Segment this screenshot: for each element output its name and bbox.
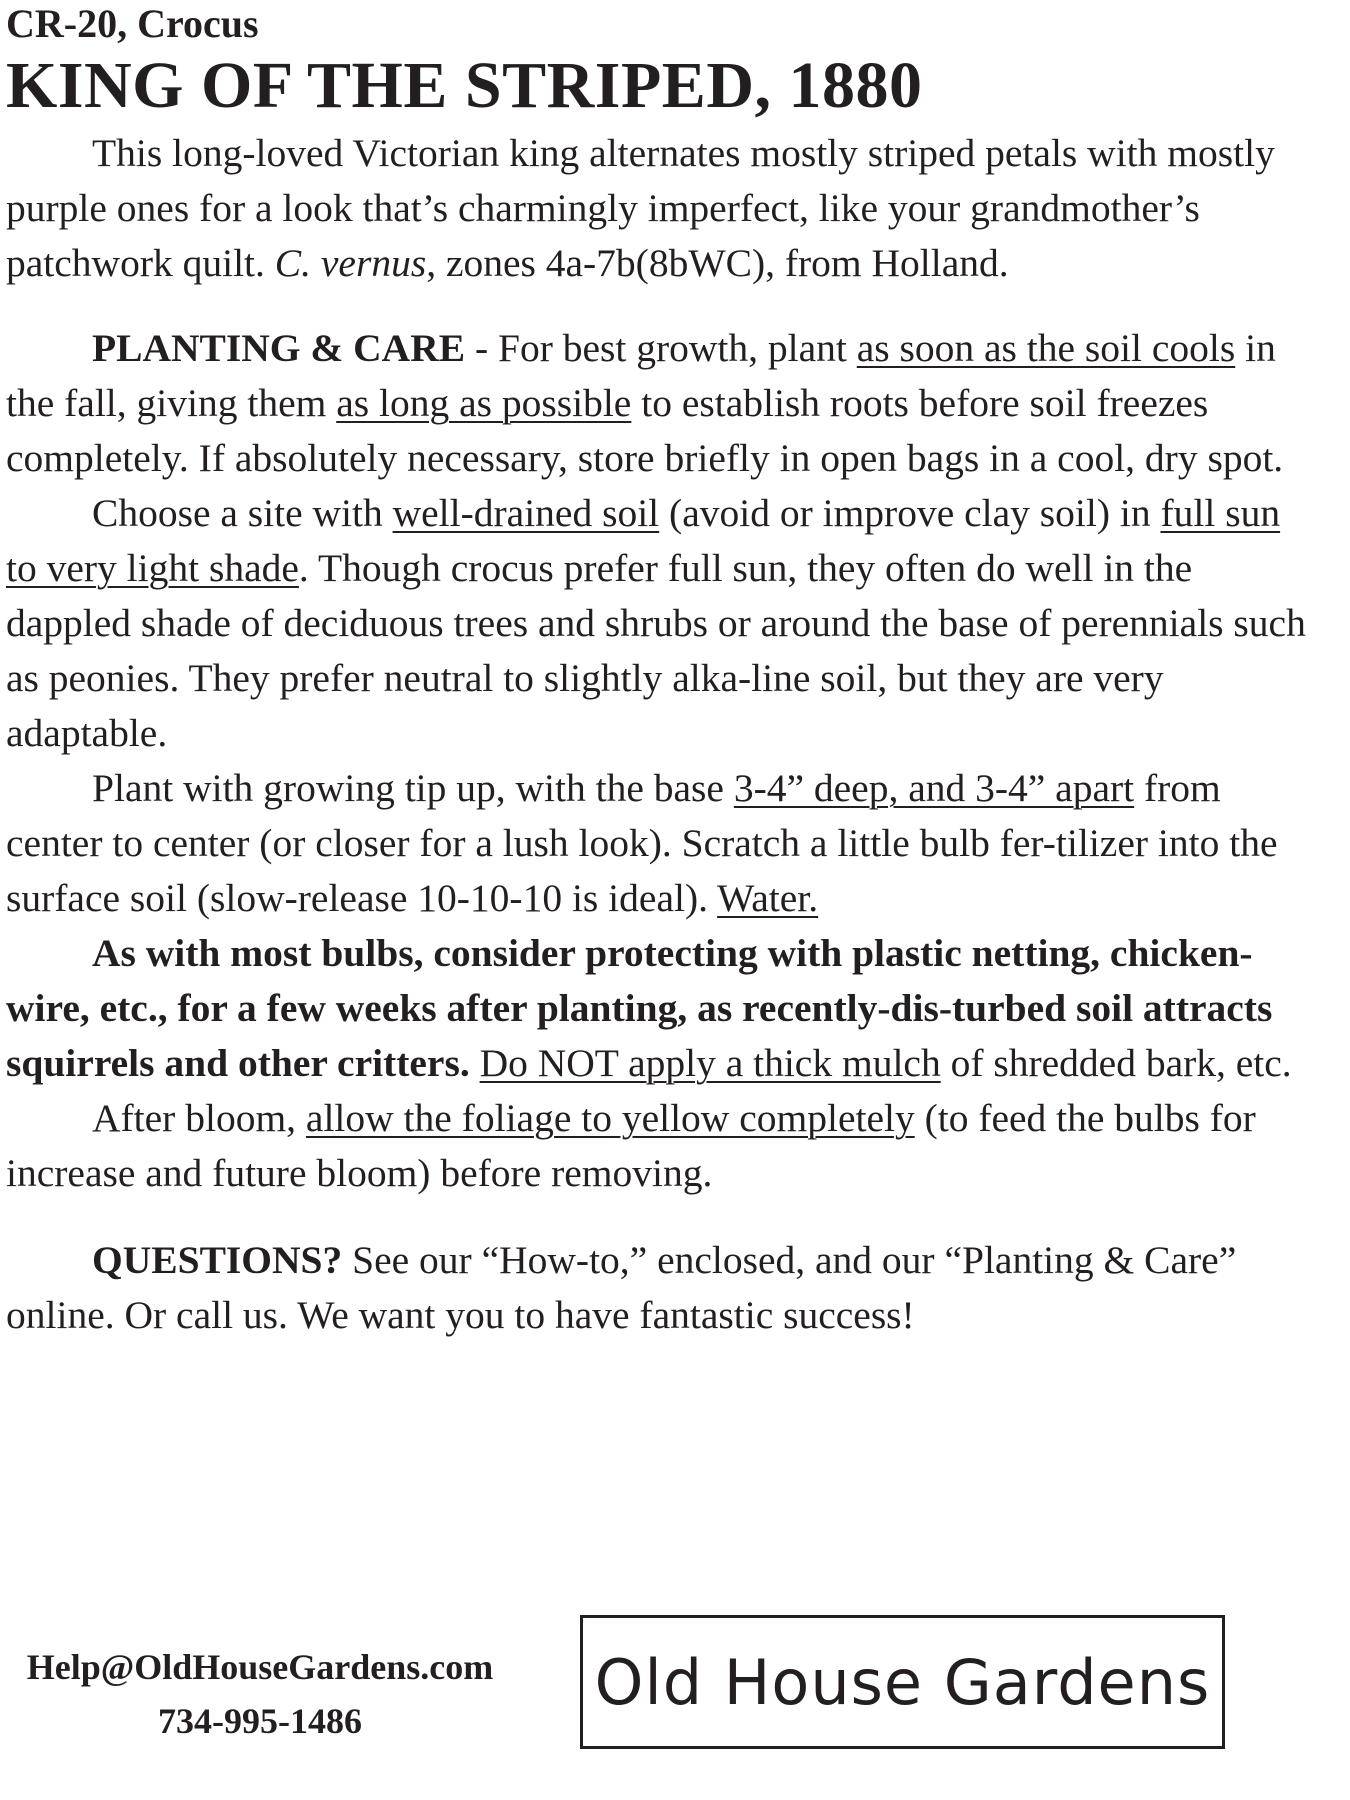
intro-paragraph bbox=[6, 126, 1306, 291]
seed-packet-page bbox=[6, 0, 1306, 1343]
contact-info bbox=[10, 1640, 510, 1748]
planting-p2-underline-1: well-drained soil bbox=[392, 491, 660, 535]
planting-p3-underline-2: Water. bbox=[717, 876, 819, 920]
spacer bbox=[6, 291, 1306, 321]
contact-phone: 734-995-1486 bbox=[158, 1701, 362, 1741]
brand-logo-text: Old House Gardens bbox=[594, 1645, 1211, 1719]
questions-heading: QUESTIONS? bbox=[92, 1238, 343, 1282]
contact-email: Help@OldHouseGardens.com bbox=[26, 1647, 494, 1687]
planting-p4-text-a: of shredded bark, etc. bbox=[940, 1041, 1292, 1085]
planting-p2-text-c: . Though crocus prefer full sun, they often do well in the dappled shade of deciduous trees and shrubs or around the base of perennials such as peonies. They prefer neutral to slightly alka-line soil, but they are very adaptable. bbox=[6, 546, 1306, 755]
planting-p3-underline-1: 3-4” deep, and 3-4” apart bbox=[733, 766, 1135, 810]
intro-text-2: , zones 4a-7b(8bWC), from Holland. bbox=[426, 241, 1009, 285]
planting-p4-underline-1: Do NOT apply a thick mulch bbox=[479, 1041, 941, 1085]
planting-paragraph-5 bbox=[6, 1091, 1306, 1201]
planting-p3-text-b: from center to center (or closer for a lush look). Scratch a little bulb fer-tilizer into the surface soil (slow-release 10-10-10 is ideal). bbox=[6, 766, 1278, 920]
questions-paragraph bbox=[6, 1233, 1306, 1343]
planting-p1-underline-2: as long as possible bbox=[336, 381, 632, 425]
planting-p1-text-a: - For best growth, plant bbox=[465, 326, 857, 370]
intro-text-1: This long-loved Victorian king alternates mostly striped petals with mostly purple ones for a look that’s charmingly imperfect, like your grandmother’s patchwork quilt. bbox=[6, 131, 1275, 285]
planting-p2-text-a: Choose a site with bbox=[92, 491, 393, 535]
planting-p1-text-b: in the fall, giving them bbox=[6, 326, 1276, 425]
brand-logo bbox=[580, 1615, 1225, 1749]
planting-paragraph-3 bbox=[6, 761, 1306, 926]
product-code: CR-20, Crocus bbox=[6, 1, 259, 46]
planting-p1-text-c: to establish roots before soil freezes completely. If absolutely necessary, store briefly in open bags in a cool, dry spot. bbox=[6, 381, 1284, 480]
planting-p5-underline-1: allow the foliage to yellow completely bbox=[305, 1096, 915, 1140]
planting-p5-text-a: After bloom, bbox=[92, 1096, 306, 1140]
planting-paragraph-4 bbox=[6, 926, 1306, 1091]
spacer bbox=[6, 1201, 1306, 1233]
planting-p5-text-b: (to feed the bulbs for increase and future bloom) before removing. bbox=[6, 1096, 1256, 1195]
planting-paragraph-1 bbox=[6, 321, 1306, 486]
planting-heading: PLANTING & CARE bbox=[92, 326, 466, 370]
planting-p4-space bbox=[470, 1041, 480, 1085]
page-title: KING OF THE STRIPED, 1880 bbox=[6, 49, 923, 122]
planting-p3-text-a: Plant with growing tip up, with the base bbox=[92, 766, 734, 810]
planting-p4-bold-warning: As with most bulbs, consider protecting with plastic netting, chicken-wire, etc., for a few weeks after planting, as recently-dis-turbed soil attracts squirrels and other critters. bbox=[6, 931, 1273, 1085]
species-name: C. vernus bbox=[274, 241, 427, 285]
planting-p2-underline-2: full sun to very light shade bbox=[6, 491, 1281, 590]
planting-p1-underline-1: as soon as the soil cools bbox=[856, 326, 1236, 370]
planting-p2-text-b: (avoid or improve clay soil) in bbox=[659, 491, 1161, 535]
description-body bbox=[6, 126, 1306, 1343]
questions-text: See our “How-to,” enclosed, and our “Planting & Care” online. Or call us. We want you to have fantastic success! bbox=[6, 1238, 1237, 1337]
planting-paragraph-2 bbox=[6, 486, 1306, 761]
